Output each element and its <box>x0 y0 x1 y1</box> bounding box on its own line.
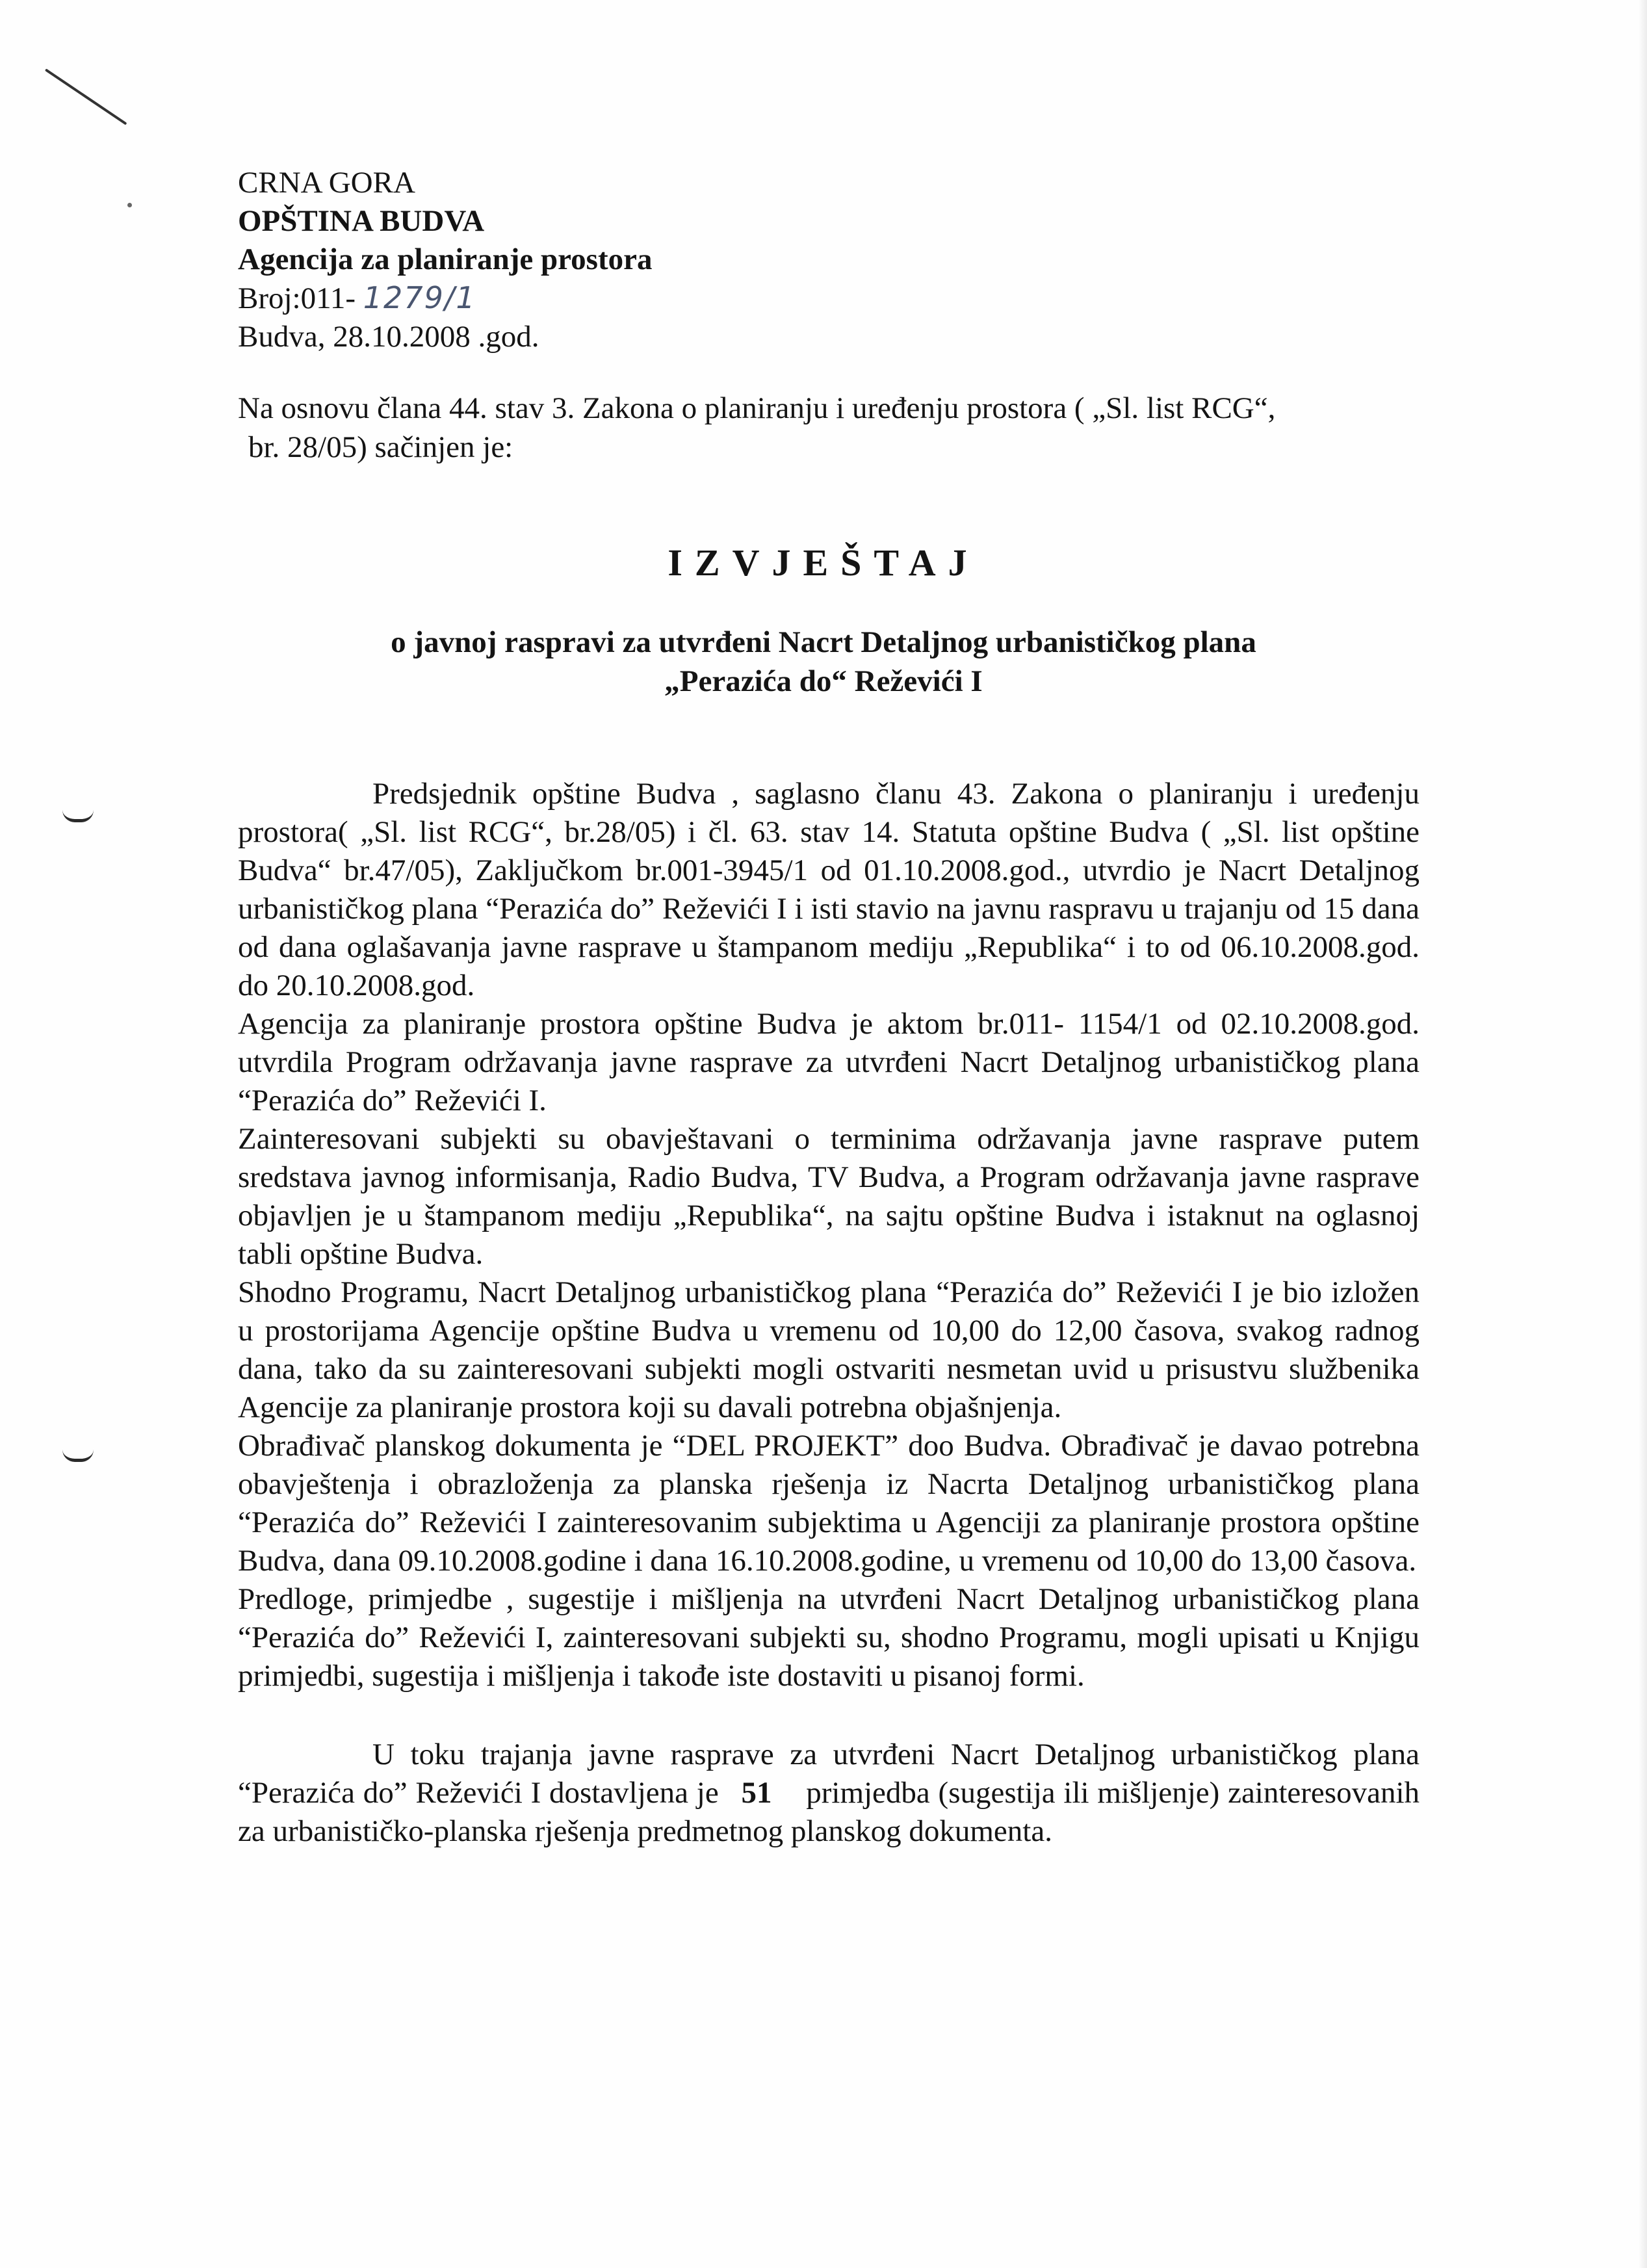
paragraph-3: Zainteresovani subjekti su obavještavani o terminima održavanja javne rasprave putem sredstava javnog informisanja, Radio Budva, TV Budva, a Program održavanja javne rasprave objavljen je u štampanom mediju „Republika“, na sajtu opštine Budva i istaknut na oglasnoj tabli opštine Budva. <box>238 1122 1420 1271</box>
paragraph-5: Obrađivač planskog dokumenta je “DEL PROJEKT” doo Budva. Obrađivač je davao potrebna obavještenja i obrazloženja za planska rješenja iz Nacrta Detaljnog urbanističkog plana “Perazića do” Reževići I zainteresovanim subjektima u Agenciji za planiranje prostora opštine Budva, dana 09.10.2008.godine i dana 16.10.2008.godine, u vremenu od 10,00 do 13,00 časova. <box>238 1429 1420 1578</box>
paragraph-2: Agencija za planiranje prostora opštine Budva je aktom br.011- 1154/1 od 02.10.2008.god. utvrdila Program održavanja javne rasprave za utvrđeni Nacrt Detaljnog urbanističkog plana “Perazića do” Reževići I. <box>238 1007 1420 1117</box>
document-number-handwritten: 1279/1 <box>363 280 476 315</box>
municipality-name: OPŠTINA BUDVA <box>238 204 485 238</box>
place-and-date: Budva, 28.10.2008 .god. <box>238 320 539 354</box>
remarks-count: 51 <box>741 1776 772 1810</box>
document-title: IZVJEŠTAJ <box>668 541 979 584</box>
report-body <box>238 775 1420 1851</box>
document-header <box>238 164 652 356</box>
subtitle-line-1: o javnoj raspravi za utvrđeni Nacrt Detaljnog urbanističkog plana <box>391 625 1256 659</box>
subtitle-line-2: „Perazića do“ Reževići I <box>664 664 983 698</box>
paragraph-1: Predsjednik opštine Budva , saglasno članu 43. Zakona o planiranju i uređenju prostora( „Sl. list RCG“, br.28/05) i čl. 63. stav 14. Statuta opštine Budva ( „Sl. list opštine Budva“ br.47/05), Zaključkom br.001-3945/1 od 01.10.2008.god., utvrdio je Nacrt Detaljnog urbanističkog plana “Perazića do” Reževići I i isti stavio na javnu raspravu u trajanju od 15 dana od dana oglašavanja javne rasprave u štampanom mediju „Republika“ i to od 06.10.2008.god. do 20.10.2008.god. <box>238 777 1420 1002</box>
document-subtitle <box>0 623 1647 701</box>
scan-stroke-mark <box>45 68 127 125</box>
scan-dot-mark <box>127 203 132 207</box>
closing-paragraph <box>238 1736 1420 1851</box>
legal-basis <box>238 389 1421 467</box>
country-name: CRNA GORA <box>238 166 415 200</box>
legal-basis-line-1: Na osnovu člana 44. stav 3. Zakona o planiranju i uređenju prostora ( „Sl. list RCG“, <box>238 391 1276 425</box>
punch-hole-mark-bottom <box>62 1450 94 1462</box>
agency-name: Agencija za planiranje prostora <box>238 242 653 276</box>
closing-text-before: U toku trajanja javne rasprave za utvrđeni Nacrt Detaljnog urbanističkog plana “Perazića do” Reževići I dostavljena je <box>238 1738 1420 1810</box>
punch-hole-mark-top <box>62 810 94 822</box>
paragraph-6: Predloge, primjedbe , sugestije i mišljenja na utvrđeni Nacrt Detaljnog urbanističkog plana “Perazića do” Reževići I, zainteresovani subjekti su, shodno Programu, mogli upisati u Knjigu primjedbi, sugestija i mišljenja i takođe iste dostaviti u pisanoj formi. <box>238 1582 1420 1693</box>
paragraph-4: Shodno Programu, Nacrt Detaljnog urbanističkog plana “Perazića do” Reževići I je bio izložen u prostorijama Agencije opštine Budva u vremenu od 10,00 do 12,00 časova, svakog radnog dana, tako da su zainteresovani subjekti mogli ostvariti nesmetan uvid u prisustvu službenika Agencije za planiranje prostora koji su davali potrebna objašnjenja. <box>238 1275 1420 1424</box>
legal-basis-line-2: br. 28/05) sačinjen je: <box>248 430 513 464</box>
closing-text-after: primjedba (sugestija ili mišljenje) zainteresovanih za urbanističko-planska rješenja predmetnog planskog dokumenta. <box>238 1776 1420 1848</box>
scan-edge-shadow <box>1638 0 1647 2268</box>
document-number-label: Broj:011- <box>238 281 356 315</box>
document-number <box>238 279 652 318</box>
